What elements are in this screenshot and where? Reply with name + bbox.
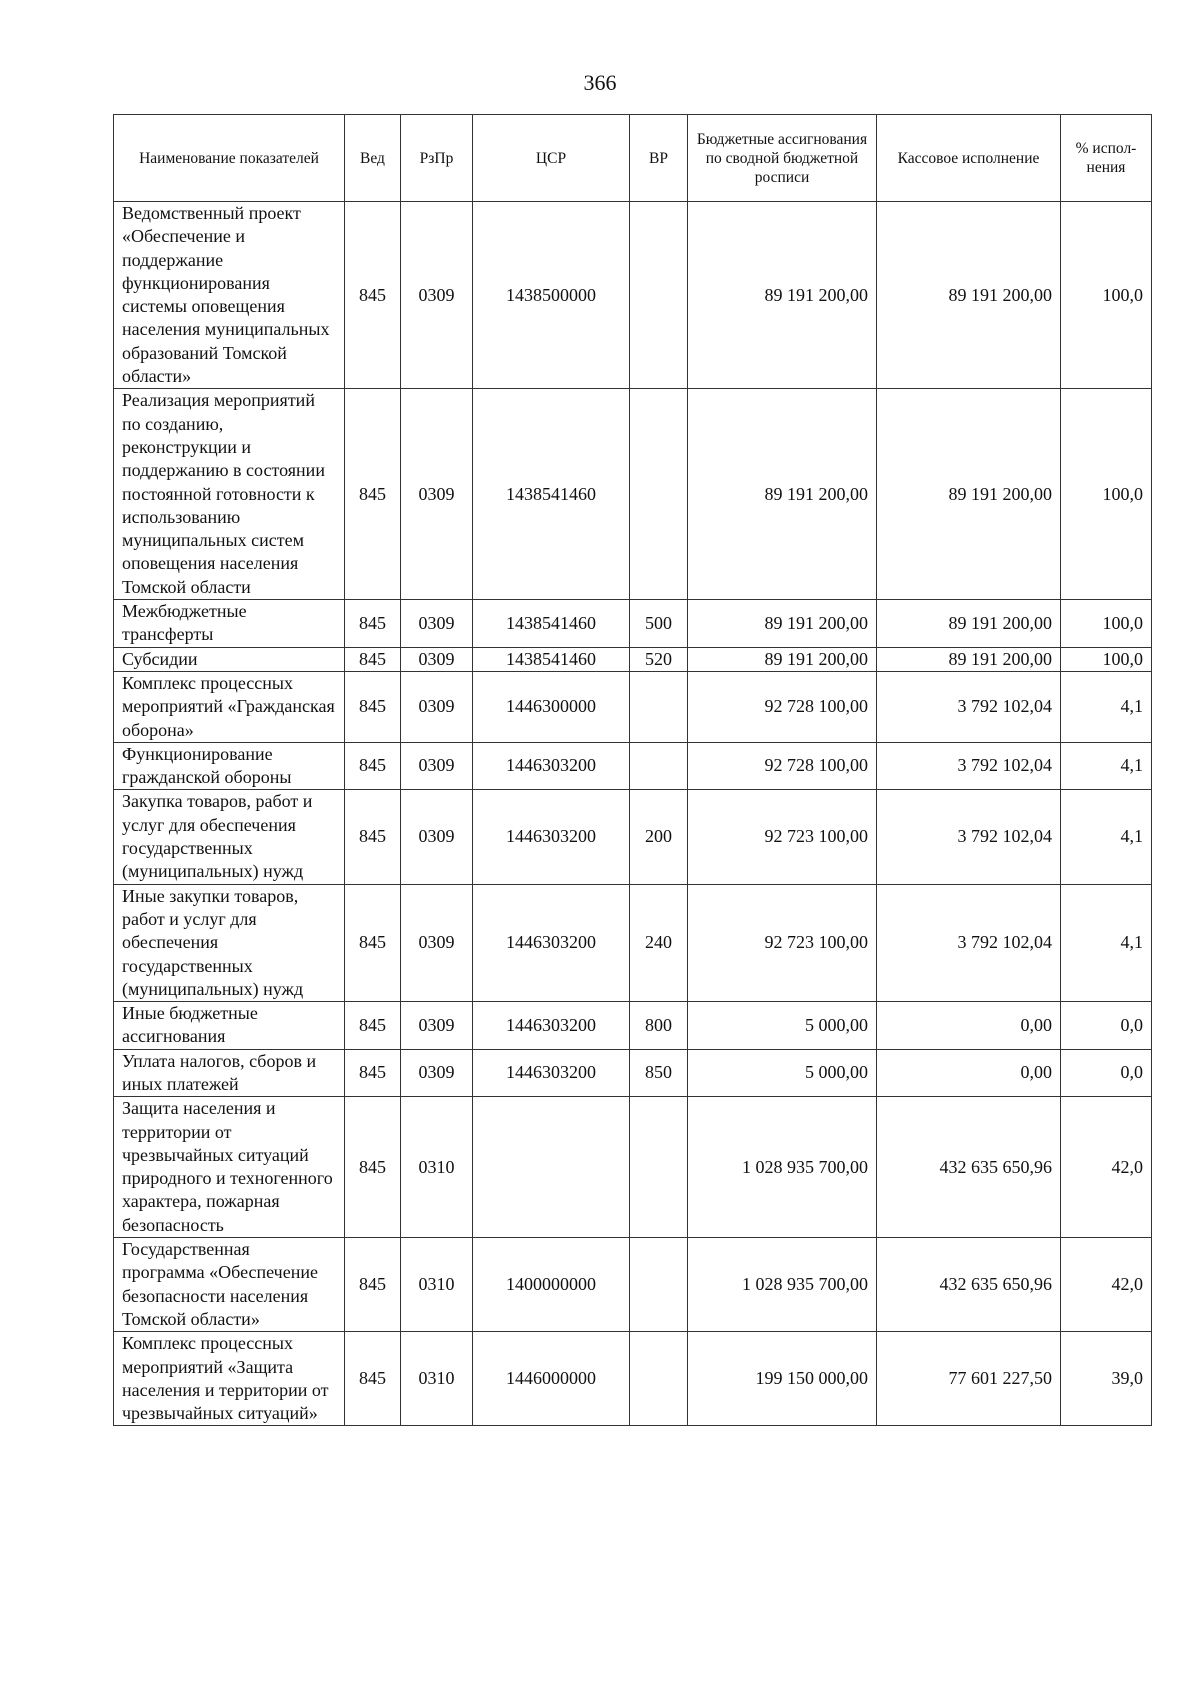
table-row	[114, 884, 1152, 1001]
cell-rzpr: 0309	[401, 884, 473, 1001]
cell-percent: 4,1	[1061, 884, 1152, 1001]
cell-assignments: 1 028 935 700,00	[688, 1238, 877, 1332]
cell-name: Иные бюджетные ассигнования	[114, 1002, 345, 1050]
cell-rzpr: 0309	[401, 671, 473, 742]
table-row	[114, 647, 1152, 671]
cell-percent: 4,1	[1061, 790, 1152, 884]
cell-percent: 0,0	[1061, 1002, 1152, 1050]
table-row	[114, 671, 1152, 742]
cell-assignments: 89 191 200,00	[688, 647, 877, 671]
cell-percent: 100,0	[1061, 202, 1152, 389]
cell-ved: 845	[345, 1238, 401, 1332]
table-row	[114, 790, 1152, 884]
cell-csr: 1446303200	[473, 790, 630, 884]
cell-ved: 845	[345, 884, 401, 1001]
cell-rzpr: 0309	[401, 1049, 473, 1097]
table-row	[114, 202, 1152, 389]
cell-assignments: 89 191 200,00	[688, 389, 877, 600]
table-row	[114, 600, 1152, 648]
col-header-execution: Кассовое исполнение	[877, 115, 1061, 202]
cell-ved: 845	[345, 389, 401, 600]
cell-rzpr: 0309	[401, 647, 473, 671]
cell-assignments: 199 150 000,00	[688, 1332, 877, 1426]
cell-csr: 1446303200	[473, 1002, 630, 1050]
cell-rzpr: 0310	[401, 1097, 473, 1238]
cell-csr: 1446303200	[473, 742, 630, 790]
cell-vr: 800	[630, 1002, 688, 1050]
cell-execution: 3 792 102,04	[877, 790, 1061, 884]
cell-csr: 1438541460	[473, 647, 630, 671]
cell-vr	[630, 1332, 688, 1426]
col-header-assignments: Бюджетные ассигнования по сводной бюджетной росписи	[688, 115, 877, 202]
cell-execution: 77 601 227,50	[877, 1332, 1061, 1426]
cell-rzpr: 0309	[401, 790, 473, 884]
cell-assignments: 92 723 100,00	[688, 884, 877, 1001]
cell-vr: 200	[630, 790, 688, 884]
cell-execution: 89 191 200,00	[877, 202, 1061, 389]
table-row	[114, 389, 1152, 600]
cell-csr: 1438541460	[473, 389, 630, 600]
cell-name: Закупка товаров, работ и услуг для обеспечения государственных (муниципальных) нужд	[114, 790, 345, 884]
cell-percent: 4,1	[1061, 742, 1152, 790]
table-row	[114, 1332, 1152, 1426]
table-row	[114, 1049, 1152, 1097]
col-header-rzpr: РзПр	[401, 115, 473, 202]
col-header-vr: ВР	[630, 115, 688, 202]
cell-vr: 500	[630, 600, 688, 648]
cell-execution: 0,00	[877, 1002, 1061, 1050]
cell-rzpr: 0309	[401, 202, 473, 389]
cell-percent: 100,0	[1061, 389, 1152, 600]
cell-vr	[630, 1238, 688, 1332]
cell-vr	[630, 742, 688, 790]
col-header-name: Наименование показателей	[114, 115, 345, 202]
cell-ved: 845	[345, 202, 401, 389]
cell-ved: 845	[345, 1002, 401, 1050]
cell-vr	[630, 1097, 688, 1238]
cell-csr: 1446303200	[473, 884, 630, 1001]
cell-rzpr: 0309	[401, 389, 473, 600]
cell-rzpr: 0310	[401, 1238, 473, 1332]
table-header	[114, 115, 1152, 202]
cell-vr	[630, 389, 688, 600]
cell-assignments: 89 191 200,00	[688, 600, 877, 648]
budget-table	[113, 114, 1152, 1426]
cell-name: Реализация мероприятий по созданию, реконструкции и поддержанию в состоянии постоянной готовности к использованию муниципальных систем оповещения населения Томской области	[114, 389, 345, 600]
table-row	[114, 742, 1152, 790]
cell-assignments: 89 191 200,00	[688, 202, 877, 389]
cell-vr: 520	[630, 647, 688, 671]
cell-percent: 42,0	[1061, 1097, 1152, 1238]
table-row	[114, 1097, 1152, 1238]
cell-ved: 845	[345, 1332, 401, 1426]
header-row	[114, 115, 1152, 202]
cell-rzpr: 0310	[401, 1332, 473, 1426]
cell-ved: 845	[345, 742, 401, 790]
cell-assignments: 92 728 100,00	[688, 742, 877, 790]
cell-name: Уплата налогов, сборов и иных платежей	[114, 1049, 345, 1097]
cell-execution: 432 635 650,96	[877, 1238, 1061, 1332]
table-row	[114, 1238, 1152, 1332]
cell-percent: 4,1	[1061, 671, 1152, 742]
cell-execution: 0,00	[877, 1049, 1061, 1097]
cell-assignments: 1 028 935 700,00	[688, 1097, 877, 1238]
cell-execution: 3 792 102,04	[877, 742, 1061, 790]
cell-name: Межбюджетные трансферты	[114, 600, 345, 648]
col-header-csr: ЦСР	[473, 115, 630, 202]
cell-rzpr: 0309	[401, 1002, 473, 1050]
cell-name: Функционирование гражданской обороны	[114, 742, 345, 790]
cell-execution: 3 792 102,04	[877, 671, 1061, 742]
cell-percent: 42,0	[1061, 1238, 1152, 1332]
cell-name: Комплекс процессных мероприятий «Гражданская оборона»	[114, 671, 345, 742]
cell-ved: 845	[345, 647, 401, 671]
table-row	[114, 1002, 1152, 1050]
cell-rzpr: 0309	[401, 600, 473, 648]
cell-name: Защита населения и территории от чрезвычайных ситуаций природного и техногенного характера, пожарная безопасность	[114, 1097, 345, 1238]
col-header-ved: Вед	[345, 115, 401, 202]
cell-ved: 845	[345, 671, 401, 742]
cell-name: Комплекс процессных мероприятий «Защита населения и территории от чрезвычайных ситуаций»	[114, 1332, 345, 1426]
cell-assignments: 92 723 100,00	[688, 790, 877, 884]
cell-vr	[630, 671, 688, 742]
cell-name: Иные закупки товаров, работ и услуг для обеспечения государственных (муниципальных) нужд	[114, 884, 345, 1001]
cell-ved: 845	[345, 600, 401, 648]
cell-vr: 850	[630, 1049, 688, 1097]
cell-vr	[630, 202, 688, 389]
cell-rzpr: 0309	[401, 742, 473, 790]
cell-execution: 89 191 200,00	[877, 389, 1061, 600]
cell-csr: 1446000000	[473, 1332, 630, 1426]
cell-percent: 100,0	[1061, 600, 1152, 648]
cell-csr: 1446300000	[473, 671, 630, 742]
cell-assignments: 5 000,00	[688, 1049, 877, 1097]
cell-execution: 89 191 200,00	[877, 647, 1061, 671]
cell-assignments: 92 728 100,00	[688, 671, 877, 742]
page-number: 366	[583, 70, 617, 95]
cell-csr: 1438541460	[473, 600, 630, 648]
cell-csr: 1446303200	[473, 1049, 630, 1097]
cell-ved: 845	[345, 1097, 401, 1238]
cell-ved: 845	[345, 790, 401, 884]
cell-percent: 0,0	[1061, 1049, 1152, 1097]
cell-name: Государственная программа «Обеспечение безопасности населения Томской области»	[114, 1238, 345, 1332]
cell-execution: 3 792 102,04	[877, 884, 1061, 1001]
col-header-percent: % испол-нения	[1061, 115, 1152, 202]
cell-csr: 1438500000	[473, 202, 630, 389]
cell-name: Субсидии	[114, 647, 345, 671]
cell-csr: 1400000000	[473, 1238, 630, 1332]
cell-vr: 240	[630, 884, 688, 1001]
cell-execution: 432 635 650,96	[877, 1097, 1061, 1238]
cell-ved: 845	[345, 1049, 401, 1097]
cell-percent: 100,0	[1061, 647, 1152, 671]
cell-percent: 39,0	[1061, 1332, 1152, 1426]
cell-execution: 89 191 200,00	[877, 600, 1061, 648]
cell-csr	[473, 1097, 630, 1238]
cell-name: Ведомственный проект «Обеспечение и поддержание функционирования системы оповещения населения муниципальных образований Томской области»	[114, 202, 345, 389]
cell-assignments: 5 000,00	[688, 1002, 877, 1050]
table-body	[114, 202, 1152, 1426]
